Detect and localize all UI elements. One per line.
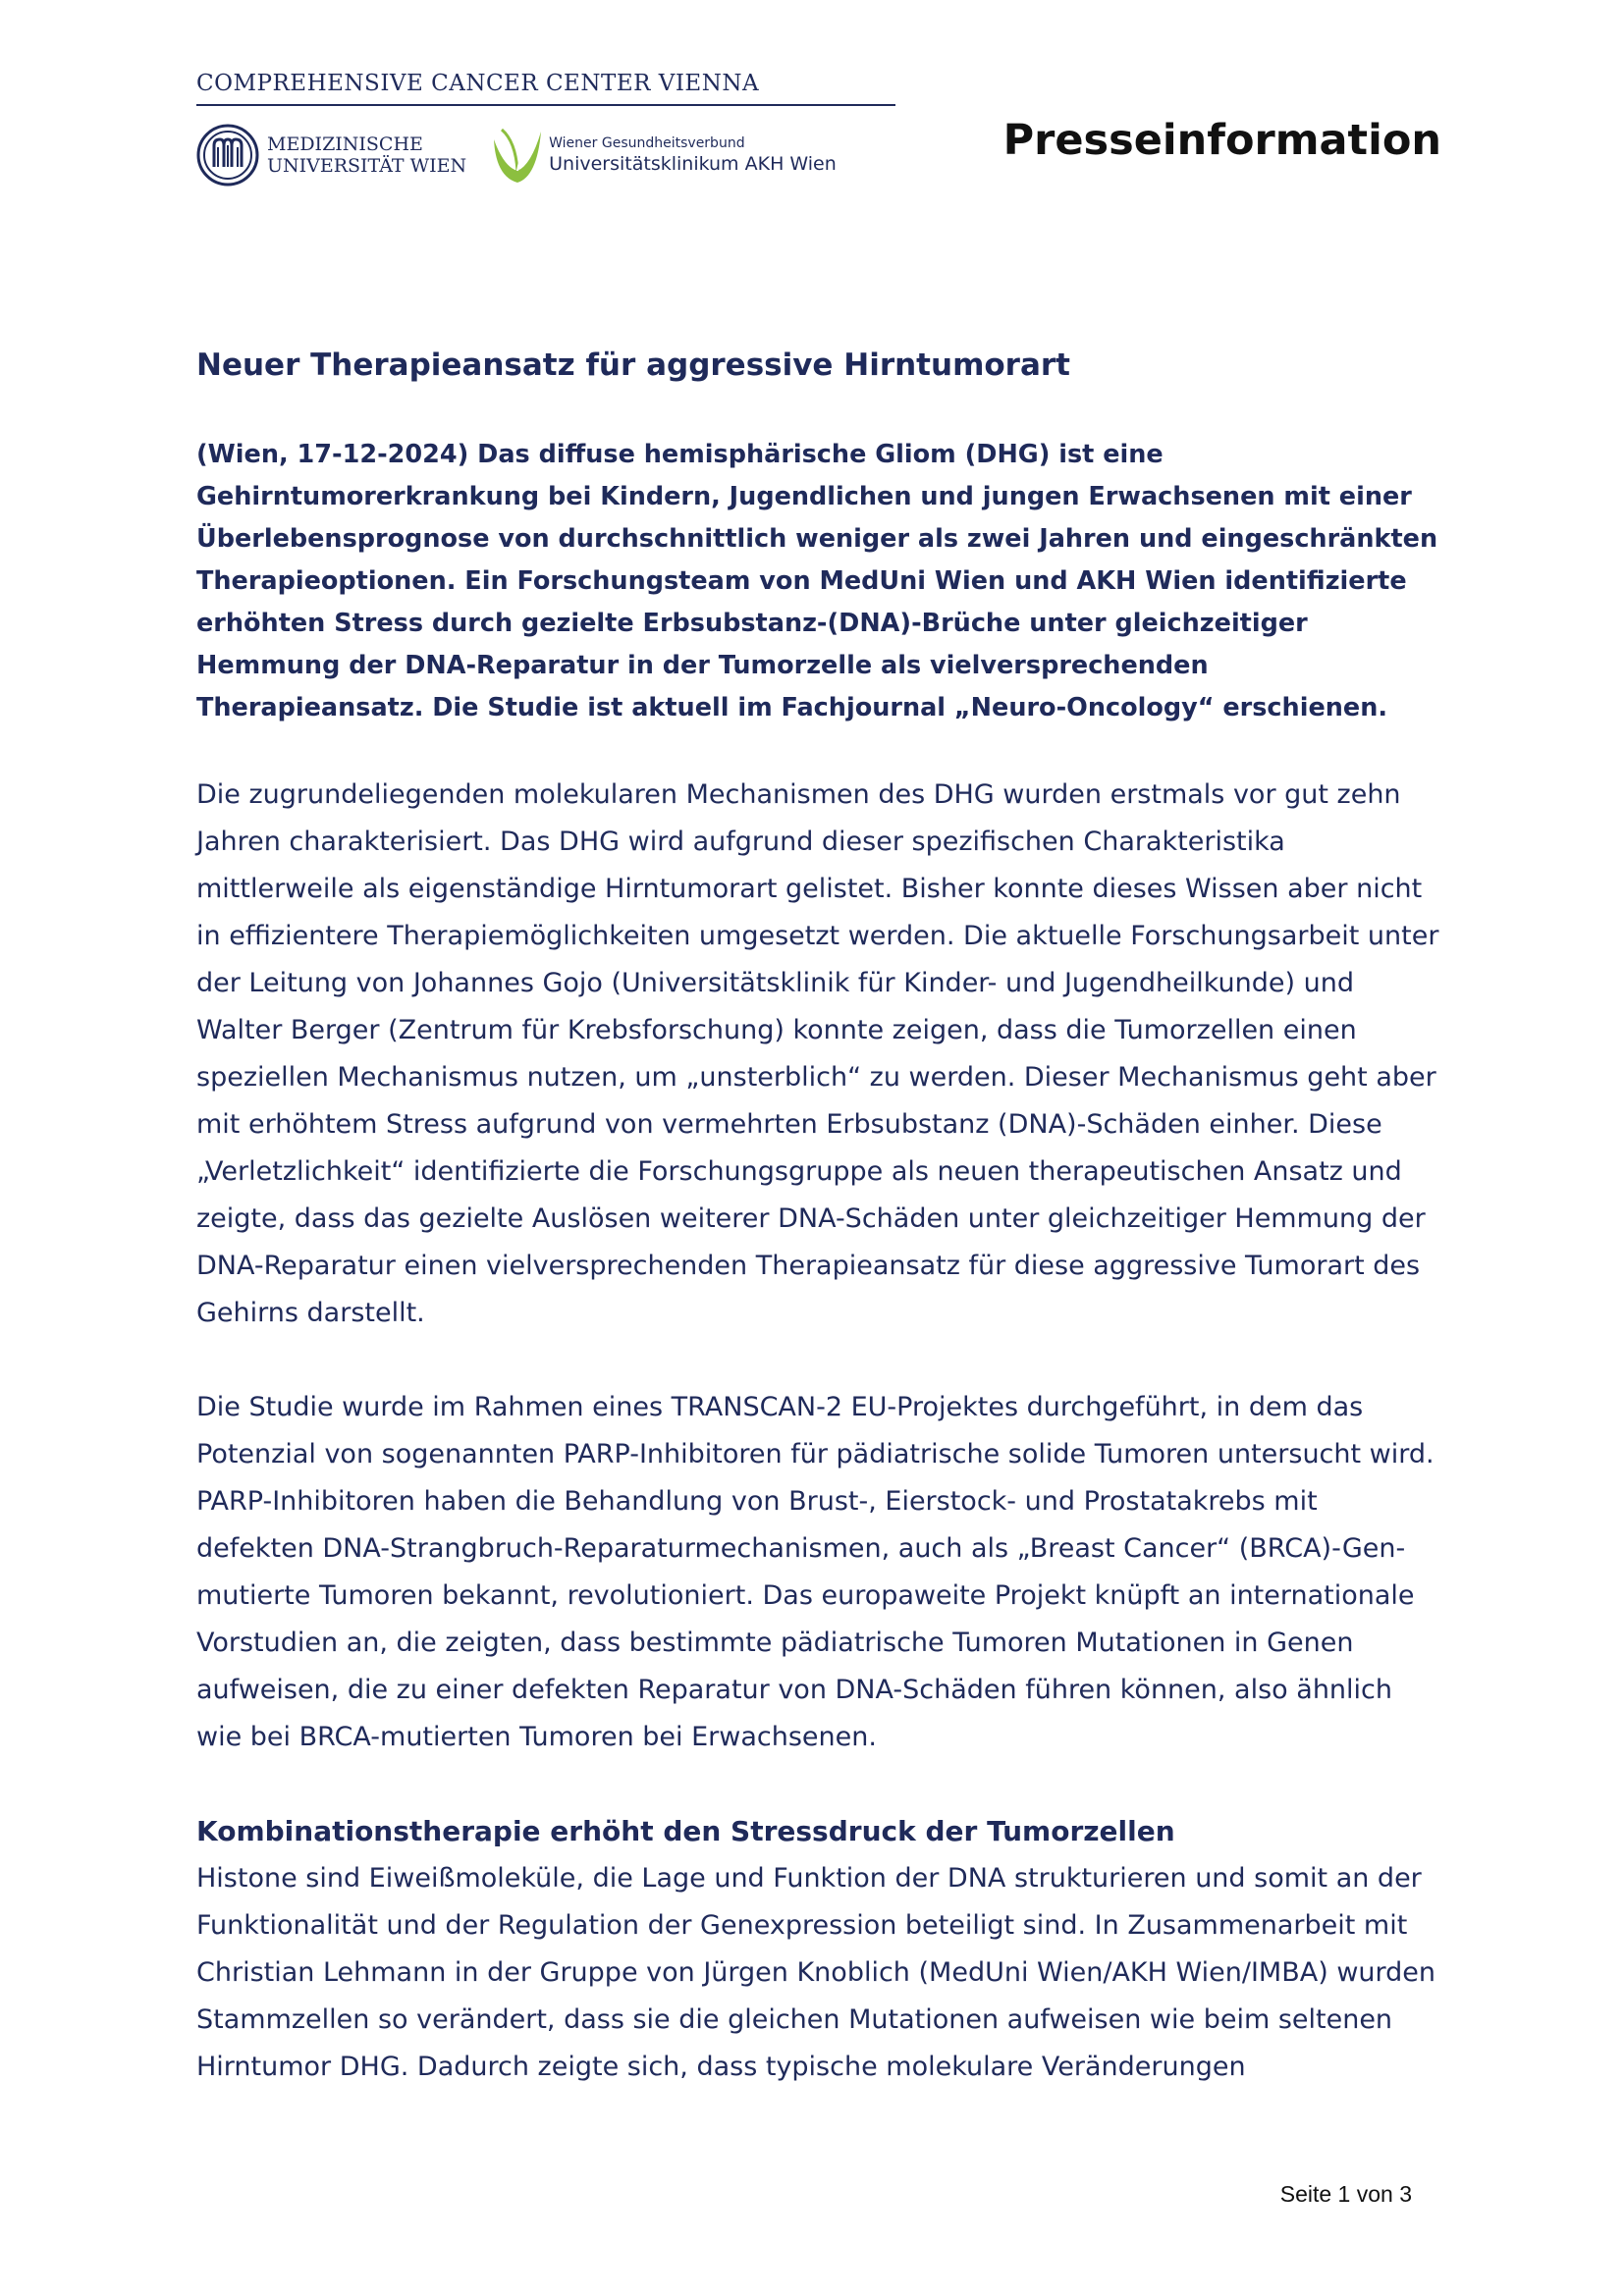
body-paragraph-3: Histone sind Eiweißmoleküle, die Lage und Funktion der DNA strukturieren und somit an der Funktionalität und der Regulation der Genexpression beteiligt sind. In Zusammenarbeit mit Christian Lehmann in der Gruppe von Jürgen Knoblich (MedUni Wien/AKH Wien/IMBA) wurden Stammzellen so verändert, dass sie die gleichen Mutationen aufweisen wie beim seltenen Hirntumor DHG. Dadurch zeigte sich, dass typische molekulare Veränderungen <box>196 1863 1435 2082</box>
akh-line-2: Universitätsklinikum AKH Wien <box>549 153 837 175</box>
meduni-logo <box>196 124 466 187</box>
meduni-wordmark <box>267 133 466 177</box>
meduni-line-2: UNIVERSITÄT WIEN <box>267 155 467 177</box>
lead-paragraph: (Wien, 17-12-2024) Das diffuse hemisphärische Gliom (DHG) ist eine Gehirntumorerkrankung bei Kindern, Jugendlichen und jungen Erwachsenen mit einer Überlebensprognose von durchschnittlich weniger als zwei Jahren und eingeschränkten Therapieoptionen. Ein Forschungsteam von MedUni Wien und AKH Wien identifizierte erhöhten Stress durch gezielte Erbsubstanz-(DNA)-Brüche unter gleichzeitiger Hemmung der DNA-Reparatur in der Tumorzelle als vielversprechenden Therapieansatz. Die Studie ist aktuell im Fachjournal „Neuro-Oncology“ erschienen. <box>196 440 1438 722</box>
meduni-seal-icon <box>196 124 259 187</box>
body-paragraph-1: Die zugrundeliegenden molekularen Mechanismen des DHG wurden erstmals vor gut zehn Jahren charakterisiert. Das DHG wird aufgrund dieser spezifischen Charakteristika mittlerweile als eigenständige Hirntumorart gelistet. Bisher konnte dieses Wissen aber nicht in effizientere Therapiemöglichkeiten umgesetzt werden. Die aktuelle Forschungsarbeit unter der Leitung von Johannes Gojo (Universitätsklinik für Kinder- und Jugendheilkunde) und Walter Berger (Zentrum für Krebsforschung) konnte zeigen, dass die Tumorzellen einen speziellen Mechanismus nutzen, um „unsterblich“ zu werden. Dieser Mechanismus geht aber mit erhöhtem Stress aufgrund von vermehrten Erbsubstanz (DNA)-Schäden einher. Diese „Verletzlichkeit“ identifizierte die Forschungsgruppe als neuen therapeutischen Ansatz und zeigte, dass das gezielte Auslösen weiterer DNA-Schäden unter gleichzeitiger Hemmung der DNA-Reparatur einen vielversprechenden Therapieansatz für diese aggressive Tumorart des Gehirns darstellt. <box>196 779 1439 1328</box>
center-name: COMPREHENSIVE CANCER CENTER VIENNA <box>196 71 895 106</box>
page-number: Seite 1 von 3 <box>1279 2181 1412 2207</box>
meduni-line-1: MEDIZINISCHE <box>267 133 423 155</box>
article-body <box>196 347 1443 2091</box>
akh-logo <box>488 122 837 188</box>
section-heading: Kombinationstherapie erhöht den Stressdruck der Tumorzellen <box>196 1815 1175 1847</box>
letterhead <box>196 71 895 190</box>
logo-row <box>196 120 895 190</box>
press-information-label: Presseinformation <box>1002 116 1441 165</box>
akh-leaf-icon <box>488 122 545 188</box>
akh-wordmark <box>549 134 837 176</box>
akh-line-1: Wiener Gesundheitsverbund <box>549 135 745 151</box>
article-title: Neuer Therapieansatz für aggressive Hirntumorart <box>196 347 1070 383</box>
body-paragraph-2: Die Studie wurde im Rahmen eines TRANSCAN-2 EU-Projektes durchgeführt, in dem das Potenzial von sogenannten PARP-Inhibitoren für pädiatrische solide Tumoren untersucht wird. PARP-Inhibitoren haben die Behandlung von Brust-, Eierstock- und Prostatakrebs mit defekten DNA-Strangbruch-Reparaturmechanismen, auch als „Breast Cancer“ (BRCA)-Gen-mutierte Tumoren bekannt, revolutioniert. Das europaweite Projekt knüpft an internationale Vorstudien an, die zeigten, dass bestimmte pädiatrische Tumoren Mutationen in Genen aufweisen, die zu einer defekten Reparatur von DNA-Schäden führen können, also ähnlich wie bei BRCA-mutierten Tumoren bei Erwachsenen. <box>196 1392 1435 1752</box>
